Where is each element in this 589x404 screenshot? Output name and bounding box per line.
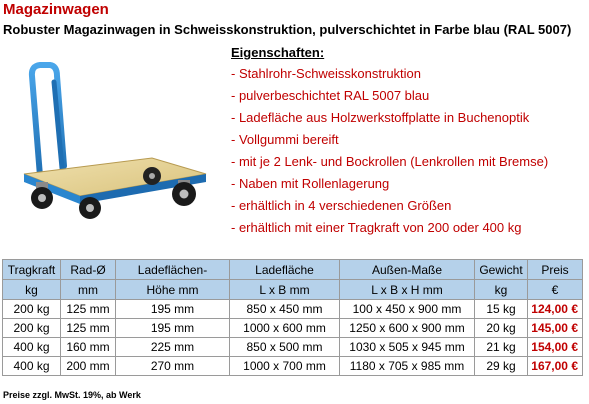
table-cell: 850 x 450 mm: [230, 300, 340, 319]
feature-item: - erhältlich in 4 verschiedenen Größen: [231, 198, 452, 213]
header-cell: L x B x H mm: [340, 280, 475, 300]
caster-wheel-front-right: [79, 197, 101, 219]
header-cell: Gewicht: [475, 260, 528, 280]
features-heading: Eigenschaften:: [231, 45, 325, 60]
table-cell: 15 kg: [475, 300, 528, 319]
header-cell: Preis: [528, 260, 583, 280]
table-cell: 20 kg: [475, 319, 528, 338]
table-cell: 125 mm: [61, 319, 116, 338]
table-cell: 1000 x 600 mm: [230, 319, 340, 338]
table-cell: 160 mm: [61, 338, 116, 357]
header-cell: Höhe mm: [116, 280, 230, 300]
table-cell: 400 kg: [3, 357, 61, 376]
table-cell: 400 kg: [3, 338, 61, 357]
feature-item: - Ladefläche aus Holzwerkstoffplatte in Buchenoptik: [231, 110, 530, 125]
header-cell: Rad-Ø: [61, 260, 116, 280]
table-cell: 1180 x 705 x 985 mm: [340, 357, 475, 376]
table-cell: 125 mm: [61, 300, 116, 319]
feature-item: - Vollgummi bereift: [231, 132, 339, 147]
header-cell: L x B mm: [230, 280, 340, 300]
table-cell: 1030 x 505 x 945 mm: [340, 338, 475, 357]
feature-item: - erhältlich mit einer Tragkraft von 200 oder 400 kg: [231, 220, 522, 235]
table-cell: 1250 x 600 x 900 mm: [340, 319, 475, 338]
table-cell: 225 mm: [116, 338, 230, 357]
header-cell: kg: [475, 280, 528, 300]
header-cell: €: [528, 280, 583, 300]
table-cell: 1000 x 700 mm: [230, 357, 340, 376]
table-row: [3, 319, 583, 338]
spec-table: [2, 259, 583, 376]
header-cell: Außen-Maße: [340, 260, 475, 280]
feature-item: - Naben mit Rollenlagerung: [231, 176, 390, 191]
header-cell: Ladeflächen-: [116, 260, 230, 280]
table-header-row: [3, 260, 583, 280]
table-cell: 200 mm: [61, 357, 116, 376]
feature-item: - pulverbeschichtet RAL 5007 blau: [231, 88, 430, 103]
table-header-row: [3, 280, 583, 300]
table-row: [3, 357, 583, 376]
page-title: Magazinwagen: [3, 1, 109, 18]
price-cell: 167,00 €: [528, 357, 583, 376]
price-cell: 145,00 €: [528, 319, 583, 338]
table-cell: 29 kg: [475, 357, 528, 376]
table-row: [3, 300, 583, 319]
features-list: [231, 43, 581, 239]
table-cell: 21 kg: [475, 338, 528, 357]
table-cell: 270 mm: [116, 357, 230, 376]
table-cell: 850 x 500 mm: [230, 338, 340, 357]
header-cell: kg: [3, 280, 61, 300]
table-cell: 100 x 450 x 900 mm: [340, 300, 475, 319]
table-row: [3, 338, 583, 357]
header-cell: Tragkraft: [3, 260, 61, 280]
platform-cart-image: [2, 48, 228, 220]
feature-item: - mit je 2 Lenk- und Bockrollen (Lenkrollen mit Bremse): [231, 154, 549, 169]
price-cell: 124,00 €: [528, 300, 583, 319]
price-cell: 154,00 €: [528, 338, 583, 357]
table-cell: 195 mm: [116, 319, 230, 338]
header-cell: Ladefläche: [230, 260, 340, 280]
caster-wheel-back-left: [143, 167, 161, 185]
header-cell: mm: [61, 280, 116, 300]
table-cell: 200 kg: [3, 319, 61, 338]
product-subtitle: Robuster Magazinwagen in Schweisskonstruktion, pulverschichtet in Farbe blau (RAL 5007): [3, 22, 572, 37]
table-cell: 200 kg: [3, 300, 61, 319]
price-footnote: Preise zzgl. MwSt. 19%, ab Werk: [3, 390, 141, 400]
feature-item: - Stahlrohr-Schweisskonstruktion: [231, 66, 422, 81]
table-cell: 195 mm: [116, 300, 230, 319]
